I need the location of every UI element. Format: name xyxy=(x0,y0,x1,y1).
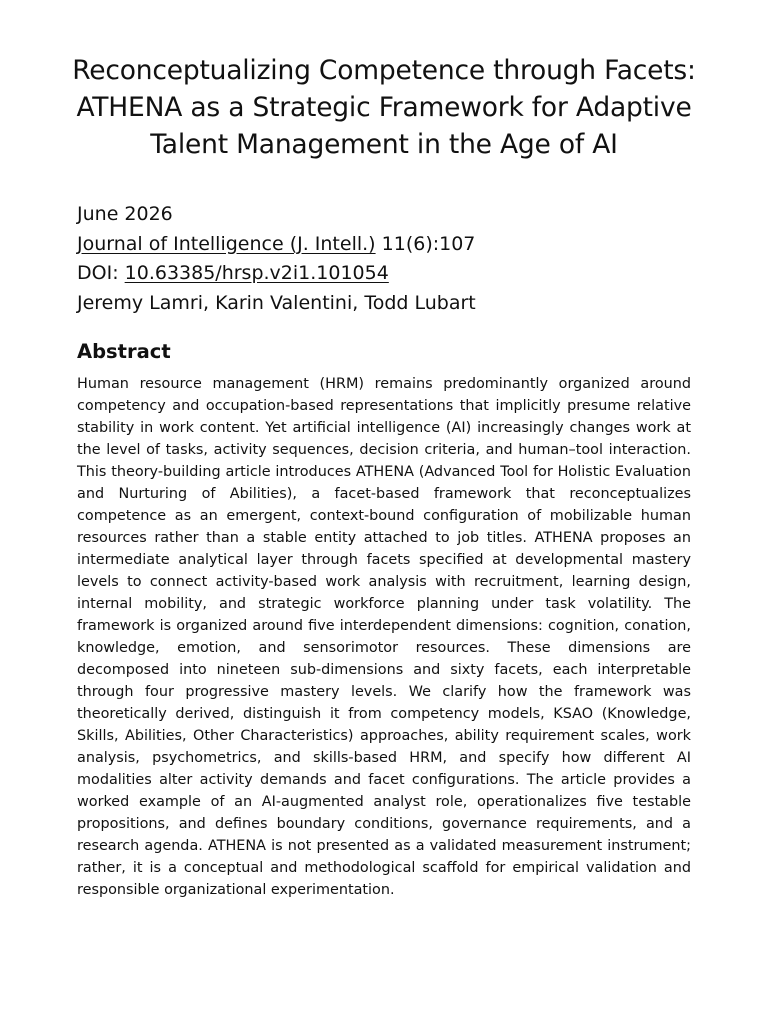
doi-label: DOI: xyxy=(77,262,125,284)
paper-title: Reconceptualizing Competence through Facets: ATHENA as a Strategic Framework for Adaptive Talent Management in the Age of AI xyxy=(72,55,696,160)
journal-citation: 11(6):107 xyxy=(381,232,476,255)
publication-date: June 2026 xyxy=(77,203,173,225)
authors: Jeremy Lamri, Karin Valentini, Todd Lubart xyxy=(77,291,476,314)
paper-page xyxy=(72,52,696,901)
journal-line xyxy=(77,230,691,260)
abstract-heading: Abstract xyxy=(77,340,171,363)
journal-link[interactable]: Journal of Intelligence (J. Intell.) xyxy=(77,232,376,255)
abstract-text: Human resource management (HRM) remains predominantly organized around competency and occupation-based representations that implicitly presume relative stability in work content. Yet artificial intelligence (AI) increasingly changes work at the level of tasks, activity sequences, decision criteria, and human–tool interaction. This theory-building article introduces ATHENA (Advanced Tool for Holistic Evaluation and Nurturing of Abilities), a facet-based framework that reconceptualizes competence as an emergent, context-bound configuration of mobilizable human resources rather than a stable entity attached to job titles. ATHENA proposes an intermediate analytical layer through facets specified at developmental mastery levels to connect activity-based work analysis with recruitment, learning design, internal mobility, and strategic workforce planning under task volatility. The framework is organized around five interdependent dimensions: cognition, conation, knowledge, emotion, and sensorimotor resources. These dimensions are decomposed into nineteen sub-dimensions and sixty facets, each interpretable through four progressive mastery levels. We clarify how the framework was theoretically derived, distinguish it from competency models, KSAO (Knowledge, Skills, Abilities, Other Characteristics) approaches, ability requirement scales, work analysis, psychometrics, and skills-based HRM, and specify how different AI modalities alter activity demands and facet configurations. The article provides a worked example of an AI-augmented analyst role, operationalizes five testable propositions, and defines boundary conditions, governance requirements, and a research agenda. ATHENA is not presented as a validated measurement instrument; rather, it is a conceptual and methodological scaffold for empirical validation and responsible organizational experimentation. xyxy=(77,376,691,898)
doi-link[interactable]: 10.63385/hrsp.v2i1.101054 xyxy=(124,262,389,284)
paper-metadata xyxy=(77,200,691,318)
doi-line xyxy=(77,259,691,289)
